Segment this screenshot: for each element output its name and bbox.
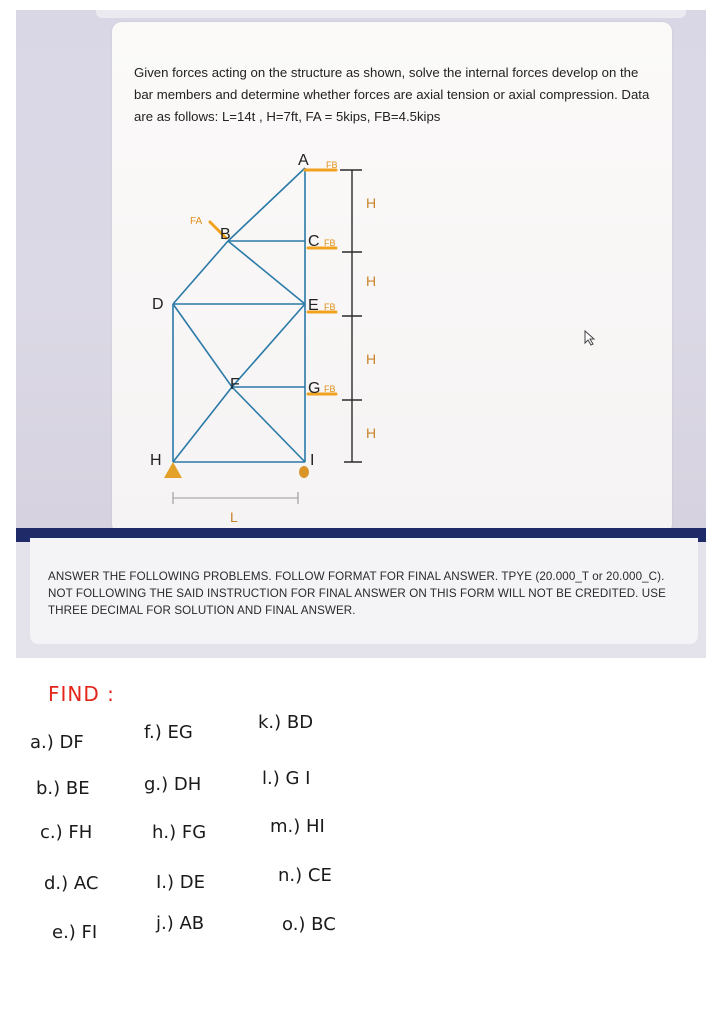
force-label-fb-e: FB [324, 302, 336, 312]
top-strip [96, 10, 686, 18]
find-item-h: h.) FG [152, 822, 207, 843]
find-item-g: g.) DH [144, 774, 202, 795]
dim-label-h3: H [366, 351, 377, 367]
find-item-a: a.) DF [30, 732, 84, 753]
member-bd [173, 241, 228, 304]
member-df [173, 304, 232, 387]
question-screen [16, 10, 706, 530]
answer-instructions-card [30, 538, 698, 644]
member-fh [173, 387, 232, 462]
find-item-c: c.) FH [40, 822, 93, 843]
find-item-e: e.) FI [52, 922, 98, 943]
truss-diagram [112, 22, 672, 534]
length-dimension [173, 492, 298, 504]
find-item-m: m.) HI [270, 816, 325, 837]
node-label-b: B [220, 226, 231, 243]
force-arrows [210, 170, 336, 394]
node-label-h: H [150, 452, 162, 469]
answer-instructions: ANSWER THE FOLLOWING PROBLEMS. FOLLOW FORMAT FOR FINAL ANSWER. TPYE (20.000_T or 20.000_C). NOT FOLLOWING THE SAID INSTRUCTION FOR FINAL ANSWER ON THIS FORM WILL NOT BE CREDITED. USE THREE DECIMAL FOR SOLUTION AND FINAL ANSWER. [48, 570, 666, 617]
find-item-f: f.) EG [144, 722, 193, 743]
question-card [112, 22, 672, 534]
node-label-c: C [308, 233, 320, 250]
find-item-i: I.) DE [156, 872, 206, 893]
roller-support-i [299, 466, 309, 478]
dim-label-h2: H [366, 273, 377, 289]
find-title: FIND : [48, 682, 115, 706]
find-item-d: d.) AC [44, 873, 99, 894]
find-item-b: b.) BE [36, 778, 90, 799]
mouse-pointer-icon [584, 330, 598, 346]
member-be [228, 241, 305, 304]
node-label-e: E [308, 297, 319, 314]
dim-label-l: L [230, 509, 238, 525]
find-item-k: k.) BD [258, 712, 314, 733]
member-eg-diag [232, 304, 305, 387]
member-ab [228, 168, 305, 241]
find-item-o: o.) BC [282, 914, 336, 935]
height-dimension [340, 170, 362, 462]
dim-label-h1: H [366, 195, 377, 211]
force-label-fb-c: FB [324, 238, 336, 248]
pin-support-h [164, 462, 182, 478]
force-label-fb-a: FB [326, 160, 338, 170]
node-label-d: D [152, 296, 164, 313]
question-text: Given forces acting on the structure as shown, solve the internal forces develop on the bar members and determine whether forces are axial tension or axial compression. Data are as follows: L=14t , H=7ft, FA = 5kips, FB=4.5kips [134, 65, 650, 124]
find-item-j: j.) AB [156, 913, 205, 934]
find-item-l: l.) G I [262, 768, 311, 789]
truss-members [173, 168, 305, 462]
node-label-a: A [298, 152, 309, 169]
dim-label-h4: H [366, 425, 377, 441]
member-fi [232, 387, 305, 462]
node-label-g: G [308, 380, 321, 397]
find-item-n: n.) CE [278, 865, 332, 886]
node-label-i: I [310, 452, 315, 469]
node-label-f: F [230, 376, 240, 393]
force-label-fa: FA [190, 216, 203, 227]
force-label-fb-g: FB [324, 384, 336, 394]
